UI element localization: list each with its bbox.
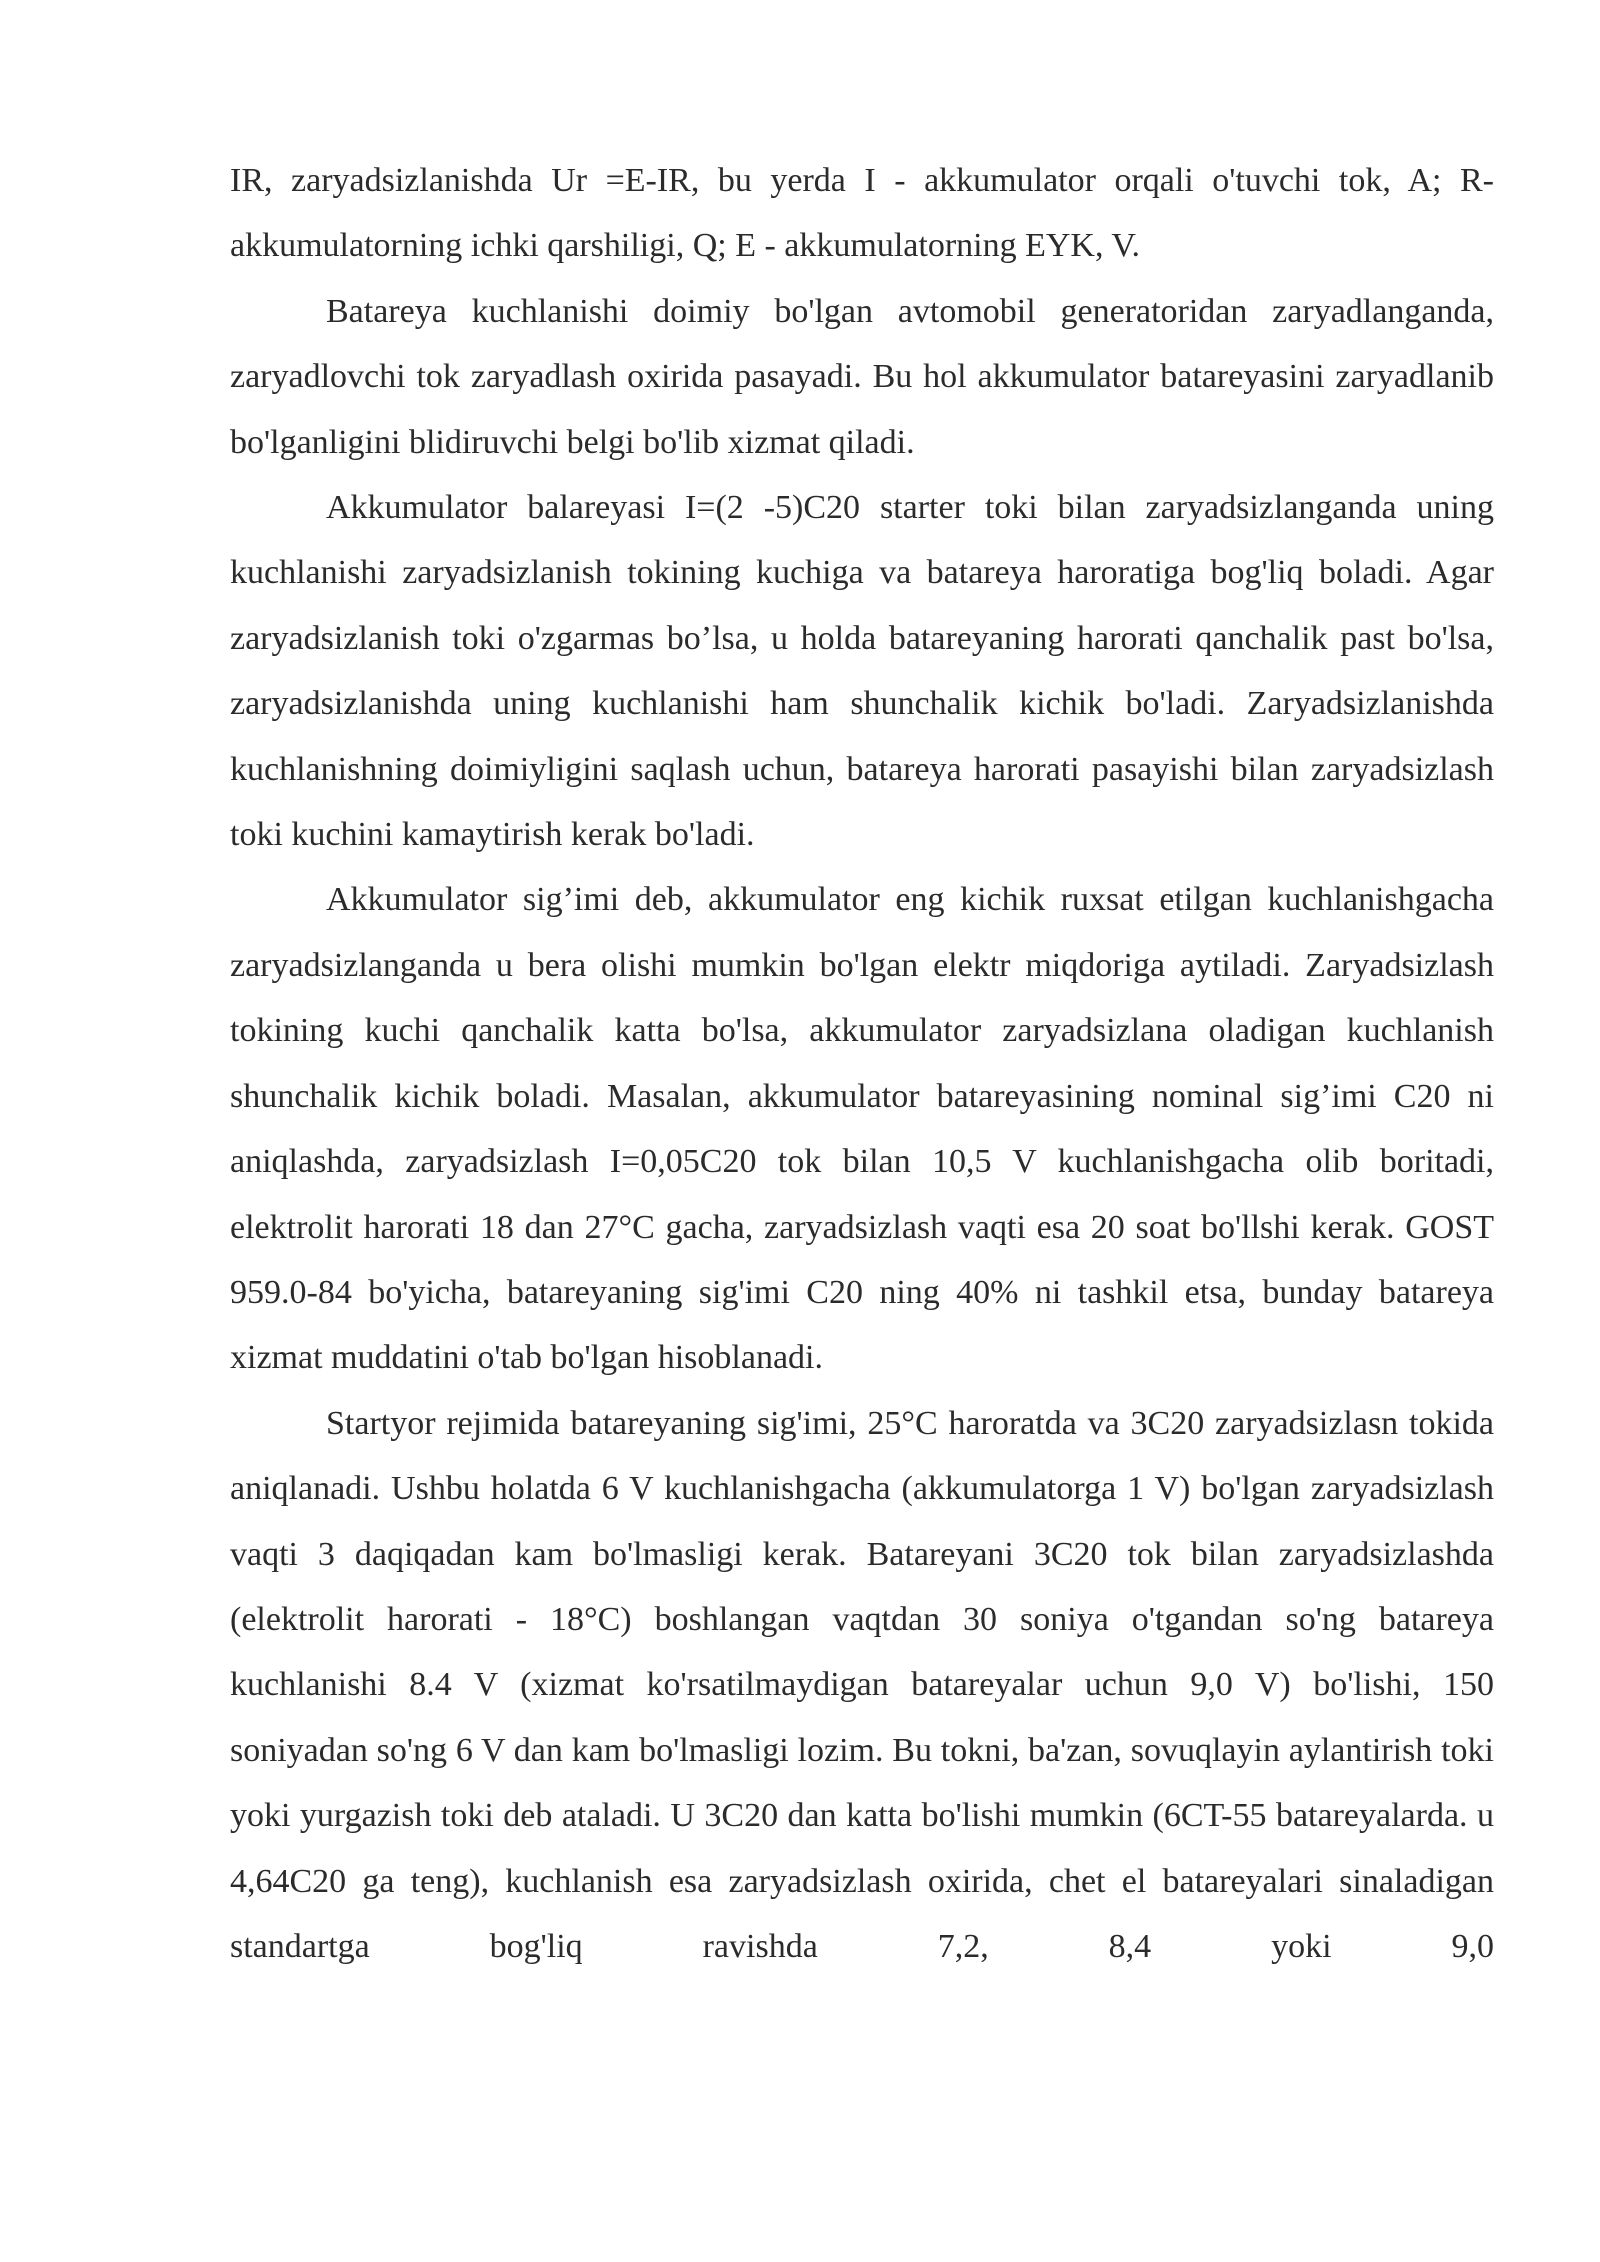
paragraph-5: Startyor rejimida batareyaning sig'imi, 25°C haroratda va 3C20 zaryadsizlasn tokida aniqlanadi. Ushbu holatda 6 V kuchlanishgacha (akkumulatorga 1 V) bo'lgan zaryadsizlash vaqti 3 daqiqadan kam bo'lmasligi kerak. Batareyani 3C20 tok bilan zaryadsizlashda (elektrolit harorati - 18°C) boshlangan vaqtdan 30 soniya o'tgandan so'ng batareya kuchlanishi 8.4 V (xizmat ko'rsatilmaydigan batareyalar uchun 9,0 V) bo'lishi, 150 soniyadan so'ng 6 V dan kam bo'lmasligi lozim. Bu tokni, ba'zan, sovuqlayin aylantirish toki yoki yurgazish toki deb ataladi. U 3C20 dan katta bo'lishi mumkin (6CT-55 batareyalarda. u 4,64C20 ga teng), kuchlanish esa zaryadsizlash oxirida, chet el batareyalari sinaladigan standartga bog'liq ravishda 7,2, 8,4 yoki 9,0 [230, 1404, 1494, 1965]
paragraph-1: IR, zaryadsizlanishda Ur =E-IR, bu yerda I - akkumulator orqali o'tuvchi tok, A; R- akkumulatorning ichki qarshiligi, Q; E - akkumulatorning EYK, V. [230, 162, 1494, 265]
paragraph-3: Akkumulator balareyasi I=(2 -5)C20 starter toki bilan zaryadsizlanganda uning kuchlanishi zaryadsizlanish tokining kuchiga va batareya haroratiga bog'liq boladi. Agar zaryadsizlanish toki o'zgarmas bo’lsa, u holda batareyaning harorati qanchalik past bo'lsa, zaryadsizlanishda uning kuchlanishi ham shunchalik kichik bo'ladi. Zaryadsizlanishda kuchlanishning doimiyligini saqlash uchun, batareya harorati pasayishi bilan zaryadsizlash toki kuchini kamaytirish kerak bo'ladi. [230, 489, 1494, 854]
document-body [230, 148, 1494, 1979]
paragraph-4: Akkumulator sig’imi deb, akkumulator eng kichik ruxsat etilgan kuchlanishgacha zaryadsizlanganda u bera olishi mumkin bo'lgan elektr miqdoriga aytiladi. Zaryadsizlash tokining kuchi qanchalik katta bo'lsa, akkumulator zaryadsizlana oladigan kuchlanish shunchalik kichik boladi. Masalan, akkumulator batareyasining nominal sig’imi C20 ni aniqlashda, zaryadsizlash I=0,05C20 tok bilan 10,5 V kuchlanishgacha olib boritadi, elektrolit harorati 18 dan 27°C gacha, zaryadsizlash vaqti esa 20 soat bo'llshi kerak. GOST 959.0-84 bo'yicha, batareyaning sig'imi C20 ning 40% ni tashkil etsa, bunday batareya xizmat muddatini o'tab bo'lgan hisoblanadi. [230, 881, 1494, 1377]
paragraph-2: Batareya kuchlanishi doimiy bo'lgan avtomobil generatoridan zaryadlanganda, zaryadlovchi tok zaryadlash oxirida pasayadi. Bu hol akkumulator batareyasini zaryadlanib bo'lganligini blidiruvchi belgi bo'lib xizmat qiladi. [230, 292, 1494, 461]
